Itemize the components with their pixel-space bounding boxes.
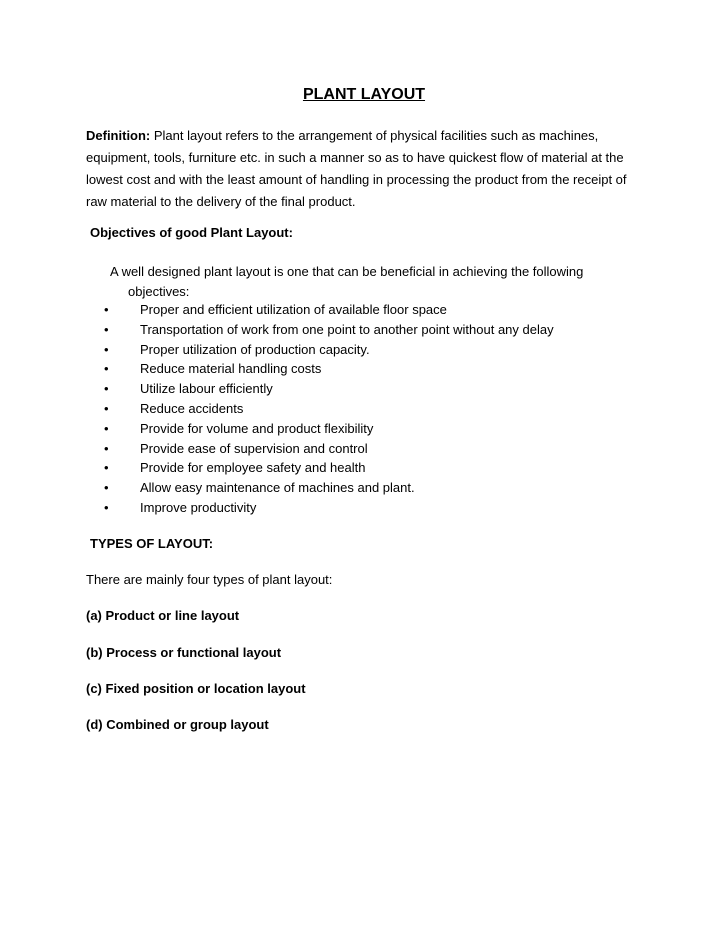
type-item-process: (b) Process or functional layout xyxy=(86,645,282,660)
page-title: PLANT LAYOUT xyxy=(302,86,426,103)
objectives-list xyxy=(100,300,554,518)
list-item: • Improve productivity xyxy=(100,498,554,518)
type-item-product: (a) Product or line layout xyxy=(86,608,240,623)
objectives-intro-line1: A well designed plant layout is one that can be beneficial in achieving the following xyxy=(110,264,584,279)
definition-label: Definition: xyxy=(86,128,151,143)
bullet-icon: • xyxy=(104,302,109,317)
definition-text: Plant layout refers to the arrangement of physical facilities such as machines, equipment, tools, furniture etc. in such a manner so as to have quickest flow of material at the lowest cost and with the least amount of handling in processing the product from the receipt of raw material to the delivery of the final product. xyxy=(86,128,627,209)
list-item: • Reduce material handling costs xyxy=(100,359,554,379)
list-item: • Provide for employee safety and health xyxy=(100,458,554,478)
types-heading: TYPES OF LAYOUT: xyxy=(90,536,214,551)
bullet-icon: • xyxy=(104,460,109,476)
objectives-intro-line2: objectives: xyxy=(128,284,190,299)
bullet-icon: • xyxy=(104,440,109,456)
type-item-combined: (d) Combined or group layout xyxy=(86,717,269,732)
bullet-icon: • xyxy=(104,341,109,357)
bullet-icon: • xyxy=(104,420,109,436)
list-item: • Proper utilization of production capacity. xyxy=(100,340,554,360)
objectives-heading: Objectives of good Plant Layout: xyxy=(90,225,293,240)
bullet-icon: • xyxy=(104,499,109,515)
type-item-fixed-position: (c) Fixed position or location layout xyxy=(86,681,306,696)
bullet-icon: • xyxy=(104,361,109,377)
bullet-icon: • xyxy=(104,381,109,397)
definition-paragraph xyxy=(86,125,646,213)
list-item: • Allow easy maintenance of machines and plant. xyxy=(100,478,554,498)
bullet-icon: • xyxy=(104,321,109,337)
objectives-intro xyxy=(110,262,630,302)
list-item: • Reduce accidents xyxy=(100,399,554,419)
list-item: • Proper and efficient utilization of available floor space xyxy=(100,300,554,320)
list-item: • Utilize labour efficiently xyxy=(100,379,554,399)
list-item: • Transportation of work from one point to another point without any delay xyxy=(100,320,554,340)
bullet-icon: • xyxy=(104,400,109,416)
list-item: • Provide for volume and product flexibility xyxy=(100,419,554,439)
list-item: • Provide ease of supervision and control xyxy=(100,439,554,459)
types-intro: There are mainly four types of plant layout: xyxy=(86,572,333,587)
bullet-icon: • xyxy=(104,480,109,496)
